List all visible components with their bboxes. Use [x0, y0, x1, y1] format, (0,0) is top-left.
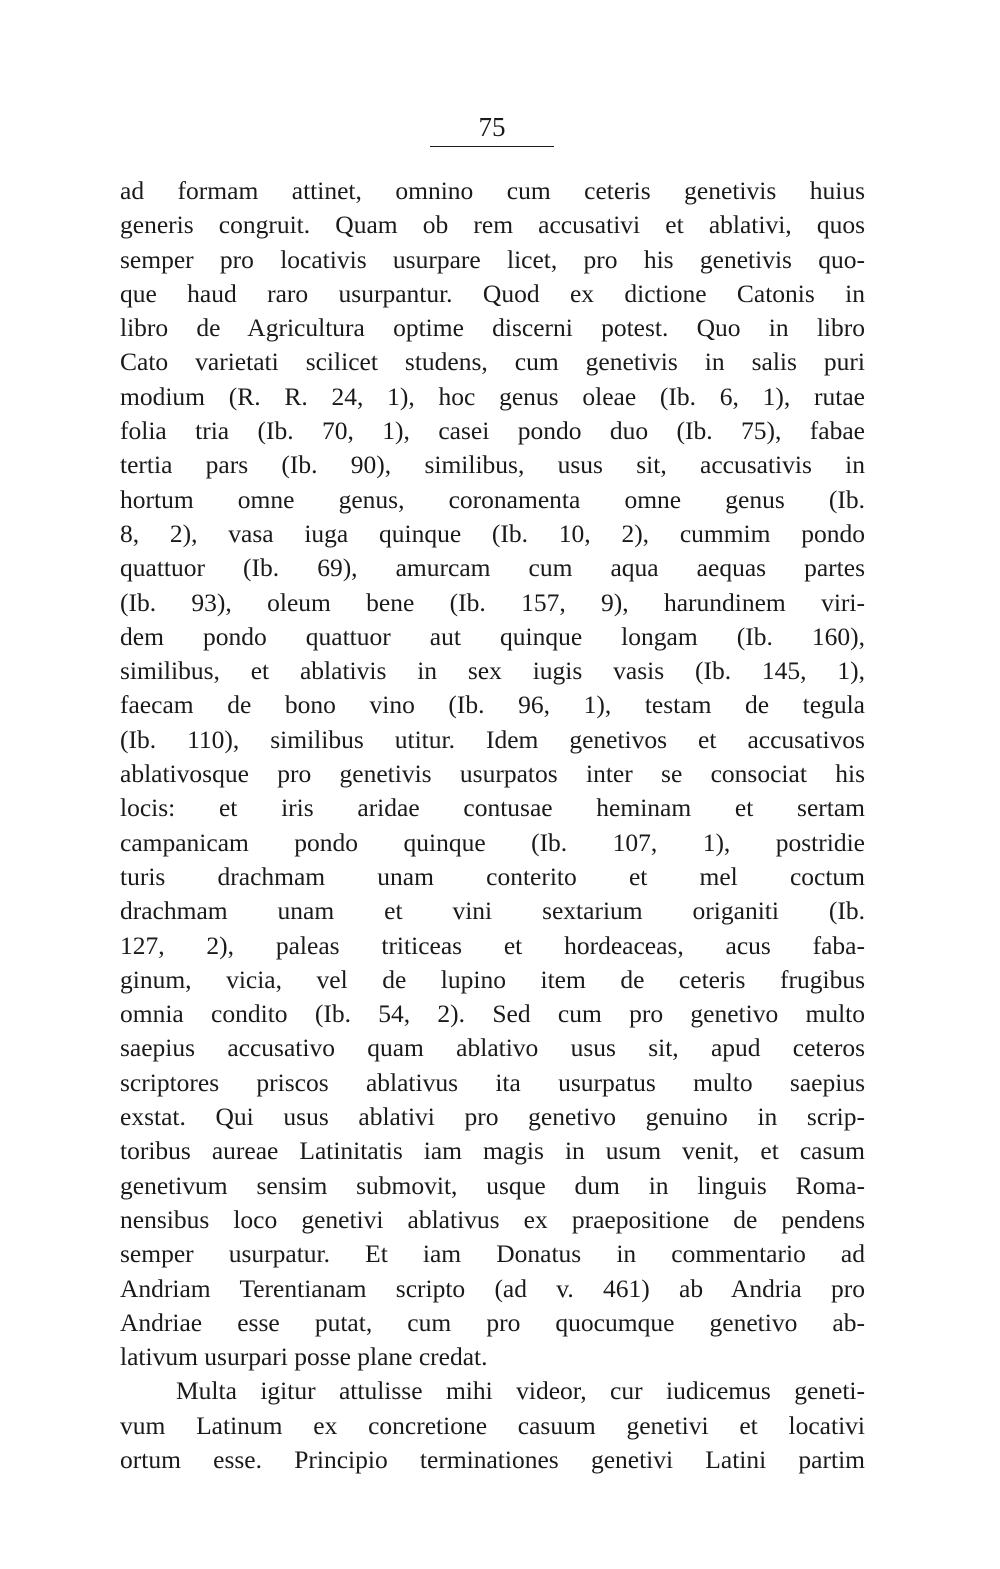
text-line: ad formam attinet, omnino cum ceteris genetivis huius — [120, 176, 865, 205]
text-line: (Ib. 110), similibus utitur. Idem genetivos et accusativos — [120, 724, 865, 754]
text-line: drachmam unam et vini sextarium origaniti (Ib. — [120, 896, 865, 926]
text-line: generis congruit. Quam ob rem accusativi et ablativi, quos — [120, 210, 865, 240]
text-line: toribus aureae Latinitatis iam magis in usum venit, et casum — [120, 1136, 865, 1166]
text-line: semper usurpatur. Et iam Donatus in commentario ad — [120, 1239, 865, 1269]
text-line: 127, 2), paleas triticeas et hordeaceas, acus faba- — [120, 930, 865, 960]
text-line: quattuor (Ib. 69), amurcam cum aqua aequas partes — [120, 553, 865, 583]
text-line: que haud raro usurpantur. Quod ex dictione Catonis in — [120, 278, 865, 308]
text-line: faecam de bono vino (Ib. 96, 1), testam de tegula — [120, 690, 865, 720]
text-line: Multa igitur attulisse mihi videor, cur iudicemus geneti- — [176, 1376, 865, 1406]
text-line: ginum, vicia, vel de lupino item de ceteris frugibus — [120, 964, 865, 994]
page-number: 75 — [430, 112, 554, 147]
text-line: libro de Agricultura optime discerni potest. Quo in libro — [120, 313, 865, 343]
text-line: turis drachmam unam conterito et mel coctum — [120, 861, 865, 891]
text-line: ablativosque pro genetivis usurpatos inter se consociat his — [120, 759, 865, 789]
text-line: (Ib. 93), oleum bene (Ib. 157, 9), harundinem viri- — [120, 587, 865, 617]
text-line: vum Latinum ex concretione casuum genetivi et locativi — [120, 1410, 865, 1440]
paragraph — [120, 174, 865, 1374]
text-line: ortum esse. Principio terminationes genetivi Latini partim — [120, 1444, 865, 1474]
text-line: folia tria (Ib. 70, 1), casei pondo duo (Ib. 75), fabae — [120, 416, 865, 446]
body-text — [120, 174, 865, 1477]
text-line: similibus, et ablativis in sex iugis vasis (Ib. 145, 1), — [120, 656, 865, 686]
text-line: dem pondo quattuor aut quinque longam (Ib. 160), — [120, 621, 865, 651]
text-line: modium (R. R. 24, 1), hoc genus oleae (Ib. 6, 1), rutae — [120, 381, 865, 411]
text-line: exstat. Qui usus ablativi pro genetivo genuino in scrip- — [120, 1102, 865, 1132]
text-line: omnia condito (Ib. 54, 2). Sed cum pro genetivo multo — [120, 999, 865, 1029]
text-line: Cato varietati scilicet studens, cum genetivis in salis puri — [120, 347, 865, 377]
text-line: tertia pars (Ib. 90), similibus, usus sit, accusativis in — [120, 450, 865, 480]
text-line: saepius accusativo quam ablativo usus sit, apud ceteros — [120, 1033, 865, 1063]
text-line: hortum omne genus, coronamenta omne genus (Ib. — [120, 484, 865, 514]
text-line: locis: et iris aridae contusae heminam et sertam — [120, 793, 865, 823]
text-line: campanicam pondo quinque (Ib. 107, 1), postridie — [120, 827, 865, 857]
paragraph — [120, 1374, 865, 1477]
text-line: Andriam Terentianam scripto (ad v. 461) ab Andria pro — [120, 1273, 865, 1303]
text-line: genetivum sensim submovit, usque dum in linguis Roma- — [120, 1170, 865, 1200]
text-line: scriptores priscos ablativus ita usurpatus multo saepius — [120, 1067, 865, 1097]
text-line: lativum usurpari posse plane credat. — [120, 1342, 488, 1372]
text-line: 8, 2), vasa iuga quinque (Ib. 10, 2), cummim pondo — [120, 518, 865, 548]
text-line: Andriae esse putat, cum pro quocumque genetivo ab- — [120, 1307, 865, 1337]
text-line: semper pro locativis usurpare licet, pro his genetivis quo- — [120, 244, 865, 274]
text-line: nensibus loco genetivi ablativus ex praepositione de pendens — [120, 1204, 865, 1234]
